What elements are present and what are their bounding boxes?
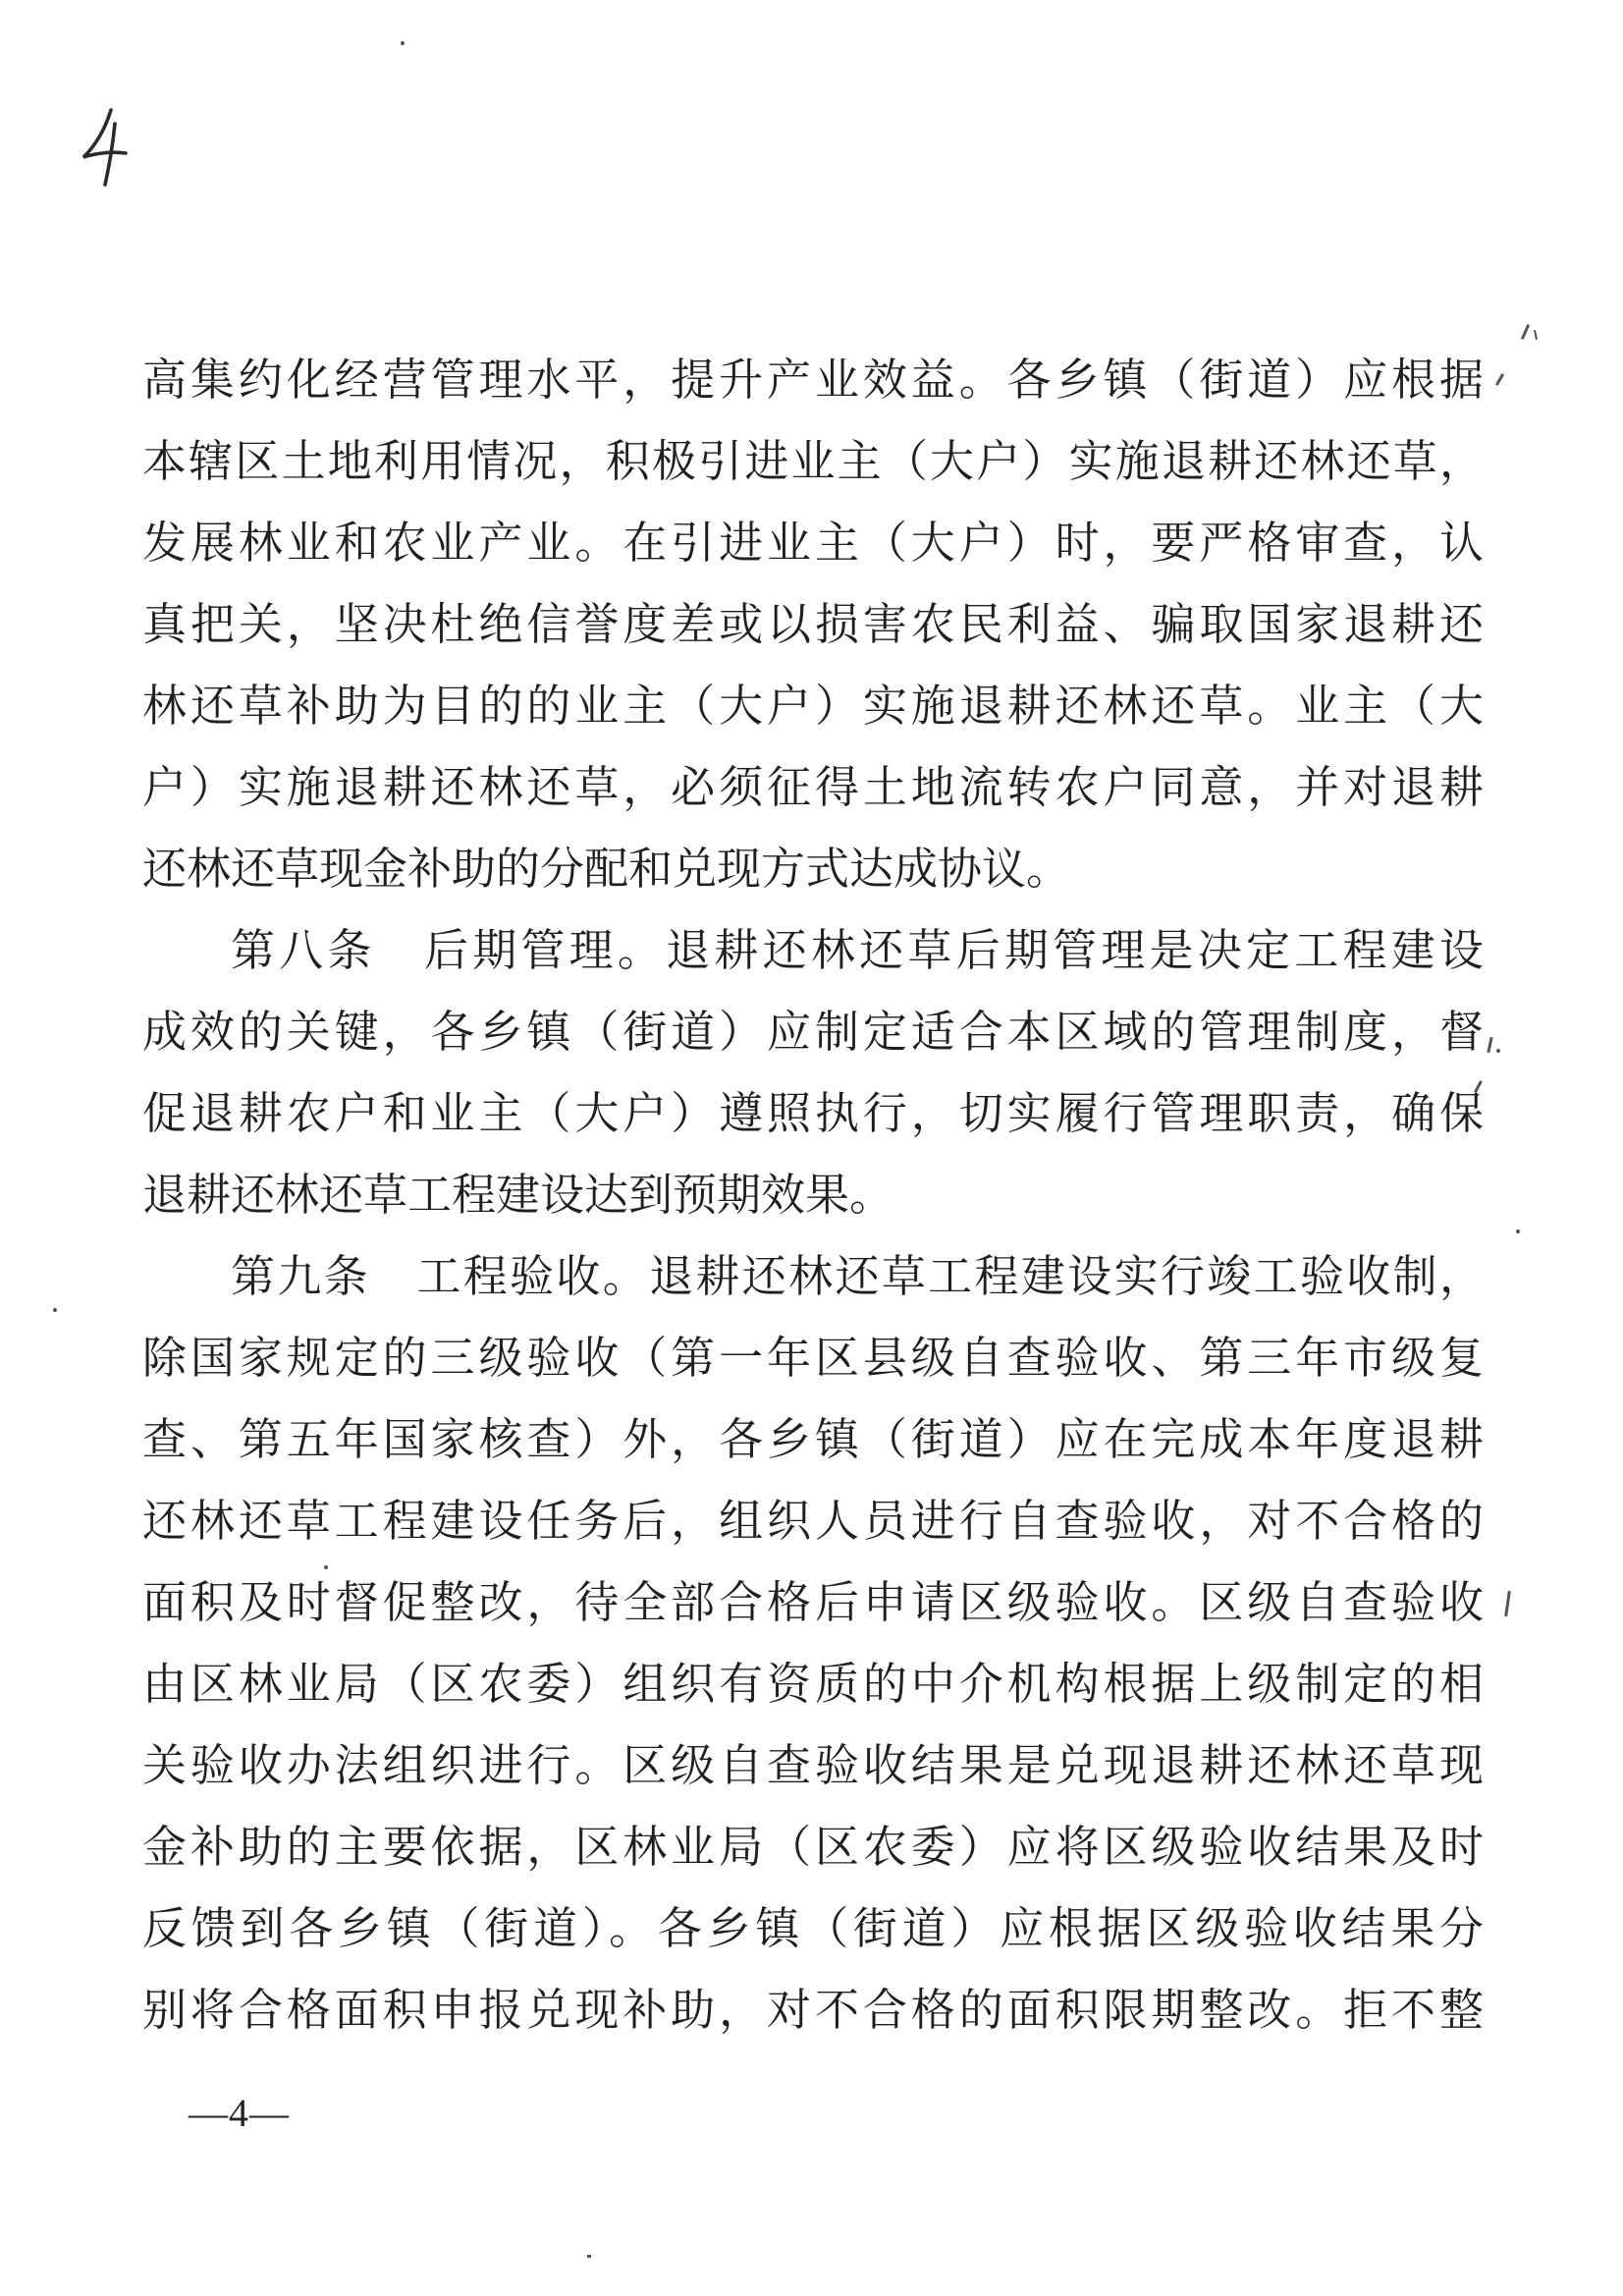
scan-artifact	[1487, 1037, 1492, 1053]
text-line: 面积及时督促整改，待全部合格后申请区级验收。区级自查验收	[142, 1578, 1484, 1627]
text-line: 还林还草现金补助的分配和兑现方式达成协议。	[142, 845, 1071, 894]
scan-artifact	[1534, 330, 1538, 340]
text-line: 林还草补助为目的的业主（大户）实施退耕还林还草。业主（大	[142, 682, 1484, 731]
text-line: 户）实施退耕还林还草，必须征得土地流转农户同意，并对退耕	[142, 763, 1484, 812]
scan-artifact	[401, 41, 405, 45]
text-line: 反馈到各乡镇（街道）。各乡镇（街道）应根据区级验收结果分	[142, 1904, 1484, 1953]
text-line: 由区林业局（区农委）组织有资质的中介机构根据上级制定的相	[142, 1660, 1484, 1709]
page-number: —4—	[189, 2091, 290, 2135]
text-line: 高集约化经营管理水平，提升产业效益。各乡镇（街道）应根据	[142, 355, 1484, 405]
scan-artifact	[1495, 373, 1504, 386]
text-line: 退耕还林还草工程建设达到预期效果。	[142, 1171, 894, 1220]
text-line: 成效的关键，各乡镇（街道）应制定适合本区域的管理制度，督	[142, 1008, 1484, 1057]
text-line: 金补助的主要依据，区林业局（区农委）应将区级验收结果及时	[142, 1823, 1484, 1872]
handwritten-page-numeral	[79, 104, 130, 191]
text-line: 发展林业和农业产业。在引进业主（大户）时，要严格审查，认	[142, 519, 1484, 568]
text-line: 本辖区土地利用情况，积极引进业主（大户）实施退耕还林还草，	[142, 437, 1484, 486]
text-line: 促退耕农户和业主（大户）遵照执行，切实履行管理职责，确保	[142, 1089, 1484, 1138]
text-line: 别将合格面积申报兑现补助，对不合格的面积限期整改。拒不整	[142, 1986, 1484, 2035]
text-line: 还林还草工程建设任务后，组织人员进行自查验收，对不合格的	[142, 1497, 1484, 1546]
scan-artifact	[1496, 1049, 1500, 1053]
document-body	[142, 340, 1484, 2051]
text-line: 第九条 工程验收。退耕还林还草工程建设实行竣工验收制，	[231, 1252, 1484, 1301]
text-line: 除国家规定的三级验收（第一年区县级自查验收、第三年市级复	[142, 1334, 1484, 1383]
text-line: 查、第五年国家核查）外，各乡镇（街道）应在完成本年度退耕	[142, 1415, 1484, 1464]
scan-artifact	[587, 2255, 591, 2258]
scan-artifact	[53, 1308, 57, 1312]
text-line: 真把关，坚决杜绝信誉度差或以损害农民利益、骗取国家退耕还	[142, 600, 1484, 649]
scan-artifact	[324, 1565, 328, 1569]
scan-artifact	[1521, 324, 1530, 340]
scan-artifact	[1504, 1591, 1511, 1616]
text-line: 关验收办法组织进行。区级自查验收结果是兑现退耕还林还草现	[142, 1741, 1484, 1790]
scan-artifact	[1516, 1230, 1520, 1233]
text-line: 第八条 后期管理。退耕还林还草后期管理是决定工程建设	[231, 926, 1484, 975]
